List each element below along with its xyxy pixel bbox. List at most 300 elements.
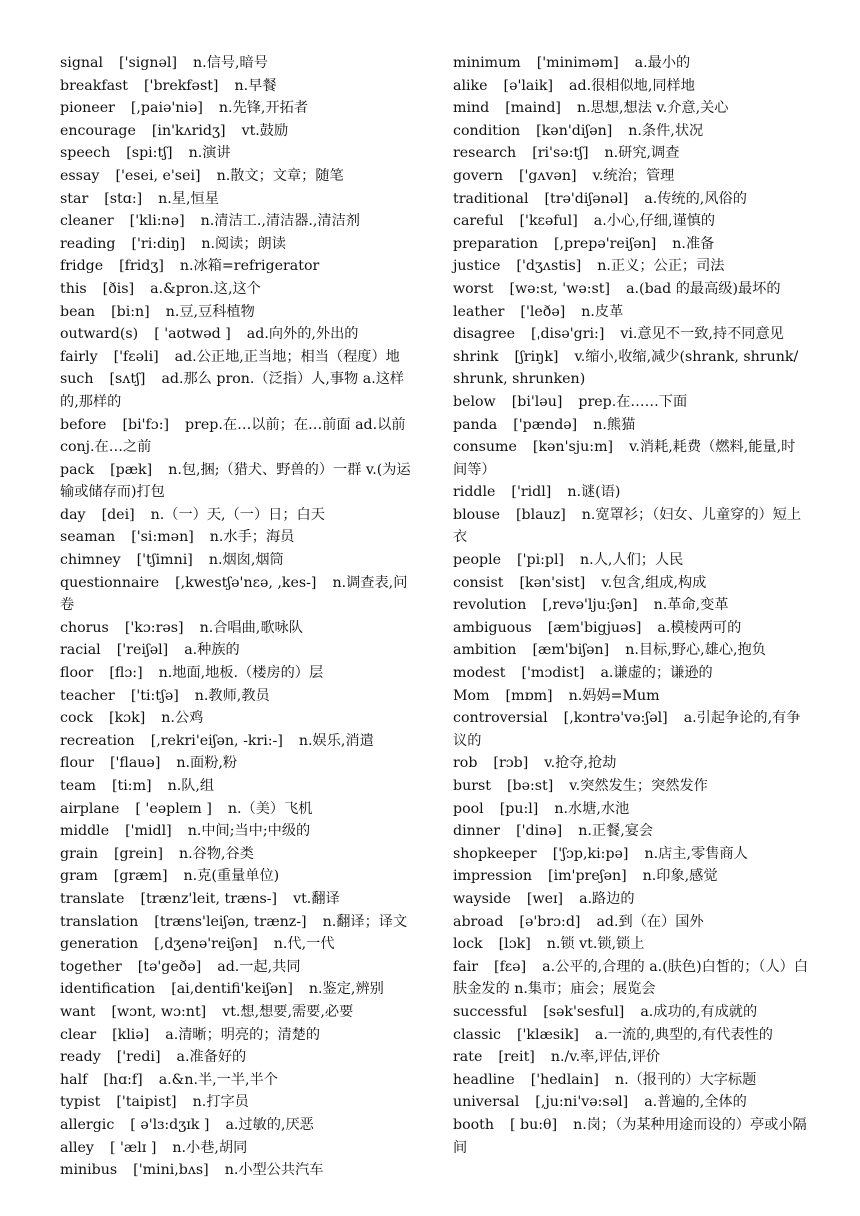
entry-definition: n.代,一代 (273, 936, 335, 953)
entry-pronunciation: ['ridl] (511, 484, 552, 501)
entry-definition: n.面粉,粉 (176, 755, 238, 772)
entry-definition: a.模棱两可的 (657, 619, 742, 636)
entry-pronunciation: ['miniməm] (536, 55, 619, 71)
entry-pronunciation: ['taipist] (116, 1094, 177, 1111)
entry-pronunciation: ['midl] (125, 823, 172, 840)
vocab-entry (453, 639, 809, 662)
vocab-entry (453, 233, 809, 256)
entry-pronunciation: [rɔb] (493, 755, 529, 772)
vocab-entry (453, 911, 809, 934)
entry-pronunciation: [bə:st] (506, 778, 554, 794)
vocab-entry (453, 798, 809, 821)
entry-definition: n.水手；海员 (209, 529, 295, 546)
entry-word: reading (60, 235, 116, 252)
vocab-entry (453, 1024, 809, 1047)
entry-word: ambition (453, 642, 517, 659)
entry-definition: n.宽罩衫；（妇女、儿童穿的）短上衣 (453, 506, 802, 546)
vocab-entry (60, 685, 416, 708)
entry-pronunciation: ['pi:pl] (517, 552, 565, 569)
entry-definition: a.路边的 (579, 890, 635, 907)
entry-pronunciation: [kən'sju:m] (532, 439, 614, 456)
entry-definition: n.小巷,胡同 (172, 1139, 248, 1156)
entry-word: fridge (60, 258, 104, 275)
vocab-entry (453, 1001, 809, 1024)
entry-pronunciation: [,prepə'reiʃən] (553, 235, 657, 252)
entry-word: controversial (453, 710, 548, 727)
entry-definition: n.谷物,谷类 (179, 845, 254, 862)
vocab-entry (453, 75, 809, 98)
entry-definition: n.皮革 (581, 303, 624, 320)
entry-definition: n.清洁工.,清洁器.,清洁剂 (200, 213, 360, 230)
entry-word: pioneer (60, 100, 115, 117)
entry-pronunciation: [trə'diʃənəl] (544, 190, 629, 207)
entry-word: burst (453, 778, 491, 794)
vocab-entry (60, 1091, 416, 1114)
entry-definition: n.先锋,开拓者 (218, 100, 309, 117)
entry-pronunciation: [ə'laik] (503, 77, 554, 94)
entry-word: typist (60, 1094, 101, 1111)
entry-pronunciation: ['gʌvən] (518, 167, 577, 184)
entry-word: people (453, 552, 502, 569)
entry-word: cock (60, 710, 94, 727)
vocab-entry (60, 301, 416, 324)
vocab-entry (453, 414, 809, 437)
entry-pronunciation: [kən'diʃən] (536, 122, 613, 139)
entry-definition: n.岗；（为某种用途而设的）亭或小隔间 (453, 1116, 807, 1156)
vocab-entry (60, 639, 416, 662)
entry-word: govern (453, 167, 503, 184)
entry-definition: n.地面,地板.（楼房的）层 (158, 665, 324, 682)
entry-pronunciation: [mɒm] (505, 687, 553, 704)
entry-word: breakfast (60, 77, 129, 94)
entry-definition: n.翻译；译文 (322, 913, 408, 930)
vocab-entry (60, 142, 416, 165)
entry-definition: v.突然发生；突然发作 (569, 778, 708, 794)
entry-pronunciation: [ 'eəpleɪn ] (135, 800, 212, 817)
entry-definition: ad.向外的,外出的 (246, 326, 359, 343)
entry-word: blouse (453, 506, 500, 523)
entry-word: panda (453, 416, 498, 433)
vocab-entry (453, 843, 809, 866)
vocab-entry (453, 346, 809, 391)
entry-word: alike (453, 77, 488, 94)
entry-definition: n.早餐 (234, 77, 277, 94)
vocab-entry (453, 752, 809, 775)
entry-pronunciation: ['kɔ:rəs] (124, 619, 184, 636)
entry-definition: n.（一）天,（一）日；白天 (150, 506, 325, 523)
entry-pronunciation: [fridʒ] (119, 258, 164, 275)
entry-pronunciation: [ ə'lɜ:dʒɪk ] (130, 1116, 210, 1133)
entry-pronunciation: ['brekfəst] (144, 77, 219, 94)
entry-word: ambiguous (453, 619, 532, 636)
entry-definition: a.公平的,合理的 a.(肤色)白皙的；（人）白肤金发的 n.集市；庙会；展览会 (453, 958, 809, 998)
vocab-entry (60, 662, 416, 685)
entry-word: alley (60, 1139, 94, 1156)
entry-definition: n.鉴定,辨别 (308, 981, 384, 998)
entry-definition: a.过敏的,厌恶 (225, 1116, 314, 1133)
entry-pronunciation: ['ʃɔp,ki:pə] (552, 845, 629, 862)
entry-definition: a.&n.半,一半,半个 (158, 1071, 278, 1088)
entry-pronunciation: ['kli:nə] (129, 213, 185, 230)
entry-word: pack (60, 461, 95, 478)
entry-word: chorus (60, 619, 109, 636)
entry-word: abroad (453, 913, 504, 930)
entry-pronunciation: [dei] (101, 506, 135, 523)
entry-definition: n.克(重量单位) (183, 868, 280, 885)
entry-pronunciation: ['mini,bʌs] (133, 1162, 209, 1179)
entry-word: booth (453, 1116, 495, 1133)
entry-definition: n.研究,调查 (604, 145, 680, 162)
entry-definition: n.正餐,宴会 (578, 823, 654, 840)
vocab-entry (60, 165, 416, 188)
entry-definition: vt.鼓励 (241, 122, 289, 139)
entry-pronunciation: [spi:tʃ] (126, 145, 173, 162)
entry-word: fairly (60, 348, 98, 365)
entry-word: wayside (453, 890, 511, 907)
vocab-entry (60, 1114, 416, 1137)
entry-definition: n.阅读；朗读 (201, 235, 286, 252)
vocab-entry (453, 662, 809, 685)
entry-definition: n.星,恒星 (158, 190, 219, 207)
entry-pronunciation: [flɔ:] (109, 665, 143, 682)
entry-word: together (60, 958, 122, 975)
entry-pronunciation: [ bu:θ] (510, 1116, 558, 1133)
entry-pronunciation: [blauz] (515, 506, 566, 523)
entry-pronunciation: ['esei, e'sei] (115, 167, 201, 184)
entry-definition: v.抢夺,抢劫 (544, 755, 617, 772)
entry-definition: n.教师,教员 (194, 687, 270, 704)
entry-pronunciation: [stɑ:] (104, 190, 143, 207)
entry-definition: n.妈妈=Mum (568, 687, 660, 704)
entry-word: Mom (453, 687, 490, 704)
entry-word: flour (60, 755, 94, 772)
entry-pronunciation: [bi:n] (111, 303, 150, 320)
entry-definition: a.普遍的,全体的 (644, 1094, 747, 1111)
vocab-entry (60, 572, 416, 617)
entry-definition: n.条件,状况 (628, 122, 704, 139)
vocab-entry (60, 278, 416, 301)
entry-word: successful (453, 1003, 528, 1020)
entry-word: traditional (453, 190, 529, 207)
entry-pronunciation: ['dinə] (516, 823, 563, 840)
entry-word: careful (453, 213, 504, 230)
vocab-entry (453, 888, 809, 911)
entry-word: clear (60, 1026, 97, 1043)
entry-pronunciation: [kən'sist] (519, 574, 586, 591)
entry-definition: n.店主,零售商人 (644, 845, 748, 862)
vocab-entry (453, 933, 809, 956)
vocab-entry (60, 75, 416, 98)
entry-pronunciation: [trænz'leit, træns-] (140, 890, 278, 907)
vocab-entry (453, 1114, 809, 1159)
entry-word: lock (453, 936, 483, 953)
entry-word: minibus (60, 1162, 118, 1179)
entry-pronunciation: ['hedlain] (530, 1071, 599, 1088)
entry-definition: n./v.率,评估,评价 (550, 1049, 661, 1066)
vocab-entry (60, 97, 416, 120)
entry-definition: v.包含,组成,构成 (601, 574, 707, 591)
entry-pronunciation: [træns'leiʃən, trænz-] (154, 913, 307, 930)
entry-pronunciation: [fɛə] (494, 958, 527, 975)
vocab-entry (60, 775, 416, 798)
entry-word: consume (453, 439, 517, 456)
vocab-entry (453, 1091, 809, 1114)
entry-pronunciation: [bi'fɔ:] (122, 416, 170, 433)
vocab-entry (60, 888, 416, 911)
vocab-entry (453, 52, 809, 75)
entry-definition: ad.公正地,正当地；相当（程度）地 (174, 348, 400, 365)
entry-pronunciation: [grein] (114, 845, 164, 862)
entry-definition: n.烟囱,烟筒 (208, 552, 284, 569)
entry-pronunciation: ['mɔdist] (521, 665, 585, 682)
entry-word: condition (453, 122, 521, 139)
entry-word: ready (60, 1049, 101, 1066)
entry-word: before (60, 416, 107, 433)
entry-definition: n.水塘,水池 (554, 800, 630, 817)
vocab-entry (453, 775, 809, 798)
entry-pronunciation: [im'preʃən] (548, 868, 627, 885)
entry-word: dinner (453, 823, 501, 840)
entry-pronunciation: [ti:m] (112, 778, 152, 794)
entry-pronunciation: [,paiə'niə] (130, 100, 203, 117)
entry-pronunciation: [,kwestʃə'nɛə, ,kes-] (175, 574, 317, 591)
entry-pronunciation: [pæk] (110, 461, 153, 478)
entry-pronunciation: ['ti:tʃə] (130, 687, 179, 704)
vocab-entry (453, 820, 809, 843)
entry-pronunciation: [weɪ] (526, 890, 564, 907)
vocab-entry (453, 707, 809, 752)
entry-word: chimney (60, 552, 121, 569)
vocab-entry (453, 956, 809, 1001)
entry-word: essay (60, 167, 100, 184)
vocab-entry (60, 617, 416, 640)
entry-pronunciation: [,kɔntrə'və:ʃəl] (563, 710, 668, 727)
entry-pronunciation: [hɑ:f] (103, 1071, 143, 1088)
entry-word: teacher (60, 687, 115, 704)
entry-pronunciation: [ri'sə:tʃ] (532, 145, 589, 162)
entry-definition: n.散文；文章；随笔 (216, 167, 344, 184)
entry-pronunciation: [æm'biʃən] (532, 642, 610, 659)
entry-definition: a.小心,仔细,谨慎的 (593, 213, 716, 230)
entry-definition: a.准备好的 (176, 1049, 247, 1066)
entry-definition: n.演讲 (188, 145, 231, 162)
entry-word: riddle (453, 484, 496, 501)
entry-definition: n.合唱曲,歌咏队 (199, 619, 303, 636)
entry-word: shopkeeper (453, 845, 537, 862)
entry-pronunciation: [,ju:ni'və:səl] (535, 1094, 629, 1111)
entry-pronunciation: ['redi] (116, 1049, 161, 1066)
entry-definition: n.锁 vt.锁,锁上 (546, 936, 645, 953)
entry-definition: ad.很相似地,同样地 (569, 77, 695, 94)
entry-pronunciation: [wɔnt, wɔ:nt] (111, 1003, 207, 1020)
vocab-entry (60, 414, 416, 459)
entry-word: middle (60, 823, 110, 840)
right-column (453, 52, 809, 1159)
entry-pronunciation: [sʌtʃ] (109, 371, 146, 388)
entry-word: seaman (60, 529, 116, 546)
vocab-entry (453, 323, 809, 346)
entry-definition: a.谦虚的；谦逊的 (600, 665, 713, 682)
entry-word: pool (453, 800, 484, 817)
entry-definition: ad.那么 pron.（泛指）人,事物 a.这样的,那样的 (60, 371, 405, 410)
entry-pronunciation: [in'kʌridʒ] (151, 122, 226, 139)
vocab-entry (60, 798, 416, 821)
entry-definition: n.准备 (672, 235, 715, 252)
vocab-entry (60, 346, 416, 369)
entry-definition: n.思想,想法 v.介意,关心 (576, 100, 729, 117)
entry-definition: n.正义；公正；司法 (597, 258, 725, 275)
entry-word: headline (453, 1071, 515, 1088)
entry-definition: v.消耗,耗费（燃料,能量,时间等） (453, 439, 796, 478)
entry-word: revolution (453, 597, 527, 614)
entry-pronunciation: [tə'geðə] (137, 958, 202, 975)
vocab-entry (60, 188, 416, 211)
vocab-entry (60, 323, 416, 346)
vocab-entry (60, 459, 416, 504)
entry-pronunciation: [kliə] (112, 1026, 150, 1043)
entry-definition: n.冰箱=refrigerator (179, 258, 320, 275)
entry-pronunciation: ['reiʃəl] (116, 642, 169, 659)
entry-definition: a.引起争论的,有争议的 (453, 710, 801, 749)
vocab-entry (453, 165, 809, 188)
entry-definition: n.娱乐,消遣 (298, 732, 374, 749)
vocab-entry (60, 707, 416, 730)
entry-pronunciation: [ˌdisə'gri:] (531, 326, 605, 343)
entry-definition: n.人,人们；人民 (580, 552, 684, 569)
entry-word: minimum (453, 55, 521, 71)
entry-definition: n.（报刊的）大字标题 (614, 1071, 757, 1088)
vocab-entry (453, 1046, 809, 1069)
entry-definition: prep.在……下面 (578, 393, 688, 410)
vocab-entry (60, 956, 416, 979)
entry-word: fair (453, 958, 479, 975)
vocab-entry (453, 572, 809, 595)
entry-pronunciation: ['kɛəful] (519, 213, 578, 230)
vocab-entry (453, 504, 809, 549)
entry-definition: prep.在…以前；在…前面 ad.以前 conj.在…之前 (60, 416, 406, 456)
vocab-entry (60, 1024, 416, 1047)
entry-pronunciation: [ðis] (102, 280, 135, 297)
vocab-entry (60, 504, 416, 527)
entry-definition: n.包,捆;（猎犬、野兽的）一群 v.(为运输或储存而)打包 (60, 461, 411, 501)
vocab-entry (60, 820, 416, 843)
entry-definition: a.清晰；明亮的；清楚的 (165, 1026, 321, 1043)
entry-pronunciation: [kɔk] (109, 710, 146, 727)
entry-pronunciation: [ʃriŋk] (514, 348, 559, 365)
vocab-entry (60, 752, 416, 775)
entry-pronunciation: ['fɛəli] (113, 348, 159, 365)
vocab-entry (60, 1159, 416, 1182)
entry-pronunciation: ['pændə] (513, 416, 578, 433)
entry-word: below (453, 393, 496, 410)
entry-word: worst (453, 280, 494, 297)
entry-word: airplane (60, 800, 120, 817)
entry-definition: ad.到（在）国外 (596, 913, 704, 930)
entry-word: impression (453, 868, 533, 885)
vocab-entry (453, 436, 809, 481)
entry-pronunciation: ['tʃimni] (136, 552, 193, 569)
entry-pronunciation: ['leðə] (520, 303, 566, 320)
entry-word: bean (60, 303, 96, 320)
entry-word: grain (60, 845, 98, 862)
entry-pronunciation: [ə'brɔ:d] (519, 913, 581, 930)
entry-definition: n.公鸡 (161, 710, 204, 727)
vocab-entry (60, 865, 416, 888)
vocab-entry (60, 911, 416, 934)
entry-pronunciation: [græm] (113, 868, 168, 885)
entry-word: encourage (60, 122, 136, 139)
entry-word: day (60, 506, 86, 523)
vocab-entry (60, 1001, 416, 1024)
entry-word: recreation (60, 732, 135, 749)
left-column (60, 52, 416, 1182)
entry-pronunciation: [lɔk] (498, 936, 531, 953)
entry-word: questionnaire (60, 574, 160, 591)
entry-pronunciation: [reit] (498, 1049, 535, 1066)
entry-definition: n.调查表,问卷 (60, 574, 408, 614)
vocab-entry (453, 1069, 809, 1092)
vocab-entry (60, 233, 416, 256)
entry-word: outward(s) (60, 326, 139, 343)
entry-word: translation (60, 913, 139, 930)
entry-word: cleaner (60, 213, 114, 230)
entry-word: research (453, 145, 517, 162)
vocab-entry (453, 97, 809, 120)
entry-word: identification (60, 981, 156, 998)
entry-pronunciation: [maind] (505, 100, 561, 117)
vocab-entry (453, 301, 809, 324)
entry-word: classic (453, 1026, 501, 1043)
vocab-entry (60, 368, 416, 413)
entry-pronunciation: [sək'sesful] (543, 1003, 625, 1020)
entry-word: star (60, 190, 89, 207)
vocab-entry (453, 549, 809, 572)
entry-definition: n.队,组 (167, 778, 215, 794)
entry-word: justice (453, 258, 501, 275)
entry-pronunciation: ['dʒʌstis] (516, 258, 582, 275)
entry-word: signal (60, 55, 104, 71)
vocab-entry (453, 255, 809, 278)
entry-word: rob (453, 755, 478, 772)
entry-pronunciation: [wə:st, 'wə:st] (509, 280, 611, 297)
entry-word: team (60, 778, 97, 794)
vocab-entry (453, 481, 809, 504)
entry-pronunciation: [ 'aʊtwəd ] (154, 326, 231, 343)
entry-definition: vt.翻译 (293, 890, 340, 907)
entry-definition: a.&pron.这,这个 (150, 280, 261, 297)
vocab-entry (60, 1137, 416, 1160)
entry-word: allergic (60, 1116, 115, 1133)
vocab-entry (60, 549, 416, 572)
entry-word: floor (60, 665, 94, 682)
entry-word: shrink (453, 348, 499, 365)
entry-definition: vt.想,想要,需要,必要 (222, 1003, 354, 1020)
entry-word: leather (453, 303, 505, 320)
entry-word: universal (453, 1094, 520, 1111)
entry-pronunciation: [bi'ləu] (511, 393, 563, 410)
vocab-entry (60, 1046, 416, 1069)
entry-pronunciation: [,dʒenə'reiʃən] (154, 936, 258, 953)
vocab-entry (453, 685, 809, 708)
entry-definition: a.一流的,典型的,有代表性的 (594, 1026, 773, 1043)
entry-word: racial (60, 642, 101, 659)
vocab-entry (60, 120, 416, 143)
entry-word: gram (60, 868, 98, 885)
entry-definition: a.最小的 (634, 55, 691, 71)
entry-definition: v.统治；管理 (592, 167, 675, 184)
vocab-entry (453, 865, 809, 888)
entry-pronunciation: ['signəl] (119, 55, 177, 71)
